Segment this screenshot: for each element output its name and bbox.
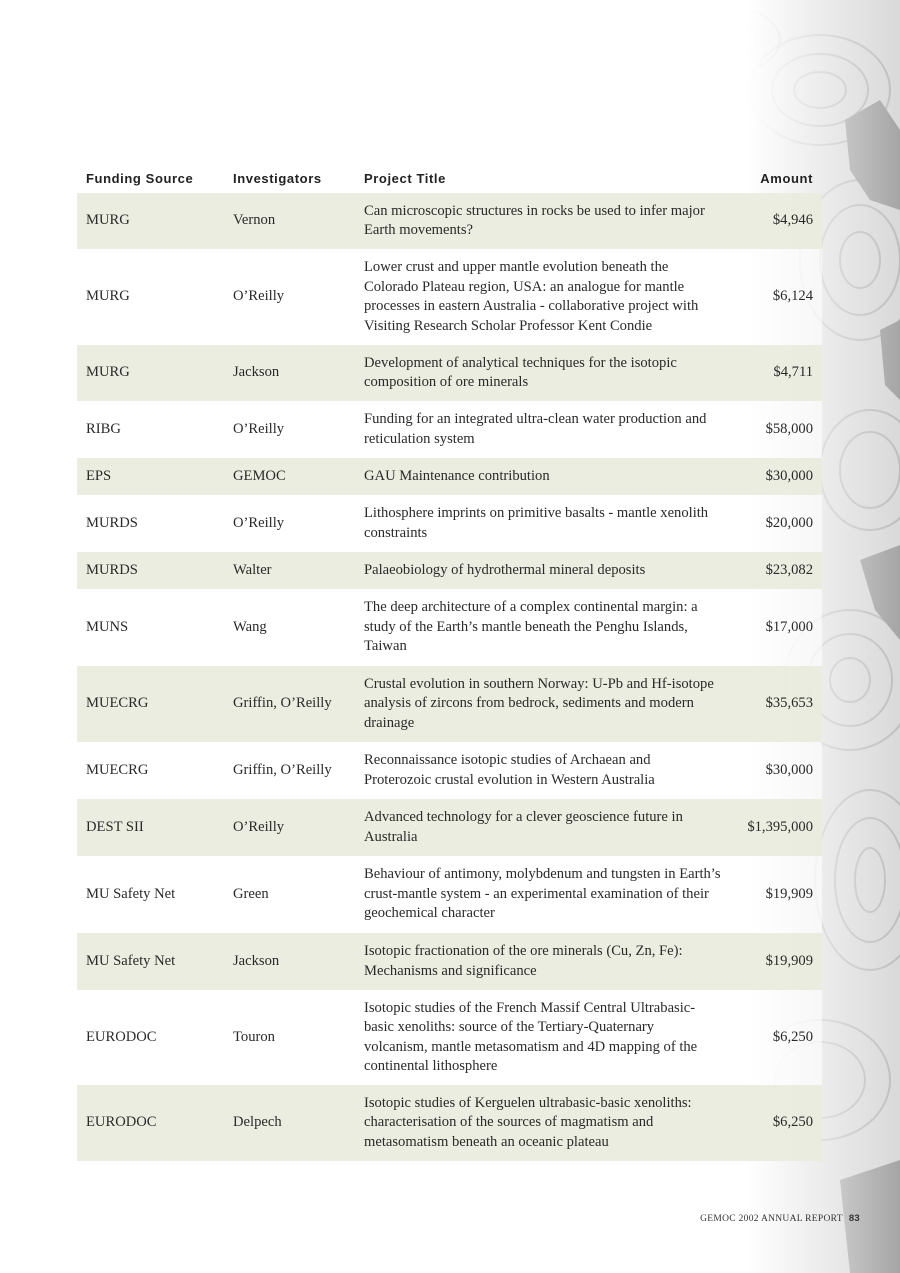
- funding-source-cell: MURDS: [77, 495, 224, 552]
- project-title-cell: Lower crust and upper mantle evolution beneath the Colorado Plateau region, USA: an analogue for mantle processes in eastern Australia - collaborative project with Visiting Research Scholar Professor Kent Condie: [355, 249, 730, 345]
- investigators-cell: O’Reilly: [224, 799, 355, 856]
- investigators-cell: GEMOC: [224, 458, 355, 495]
- amount-cell: $19,909: [730, 933, 822, 990]
- table-row: [77, 552, 822, 589]
- funding-source-cell: MURG: [77, 345, 224, 401]
- investigators-cell: Jackson: [224, 933, 355, 990]
- investigators-cell: Delpech: [224, 1085, 355, 1161]
- page-footer: [700, 1213, 860, 1224]
- table-row: [77, 589, 822, 666]
- table-row: [77, 495, 822, 552]
- table-row: [77, 401, 822, 458]
- amount-cell: $6,250: [730, 1085, 822, 1161]
- funding-source-cell: EPS: [77, 458, 224, 495]
- amount-cell: $23,082: [730, 552, 822, 589]
- funding-source-cell: EURODOC: [77, 1085, 224, 1161]
- project-title-cell: Lithosphere imprints on primitive basalts - mantle xenolith constraints: [355, 495, 730, 552]
- table-row: [77, 666, 822, 742]
- table-row: [77, 990, 822, 1085]
- funding-source-cell: MUECRG: [77, 742, 224, 799]
- table-row: [77, 345, 822, 401]
- amount-cell: $58,000: [730, 401, 822, 458]
- amount-cell: $19,909: [730, 856, 822, 933]
- investigators-cell: O’Reilly: [224, 495, 355, 552]
- amount-cell: $30,000: [730, 742, 822, 799]
- table-header-row: [77, 164, 822, 193]
- funding-source-cell: MURG: [77, 193, 224, 249]
- header-investigators: Investigators: [233, 170, 322, 186]
- header-funding-source: Funding Source: [86, 170, 194, 186]
- funding-source-cell: MURDS: [77, 552, 224, 589]
- table-row: [77, 1085, 822, 1161]
- header-amount: Amount: [760, 170, 813, 186]
- investigators-cell: O’Reilly: [224, 249, 355, 345]
- header-project-title: Project Title: [364, 170, 446, 186]
- project-title-cell: Palaeobiology of hydrothermal mineral deposits: [355, 552, 730, 589]
- project-title-cell: Isotopic studies of the French Massif Central Ultrabasic-basic xenoliths: source of the Tertiary-Quaternary volcanism, mantle metasomatism and 4D mapping of the continental lithosphere: [355, 990, 730, 1085]
- funding-source-cell: MU Safety Net: [77, 933, 224, 990]
- project-title-cell: Advanced technology for a clever geoscience future in Australia: [355, 799, 730, 856]
- table-row: [77, 193, 822, 249]
- funding-source-cell: MURG: [77, 249, 224, 345]
- project-title-cell: Isotopic studies of Kerguelen ultrabasic-basic xenoliths: characterisation of the sources of magmatism and metasomatism beneath an oceanic plateau: [355, 1085, 730, 1161]
- investigators-cell: Touron: [224, 990, 355, 1085]
- funding-source-cell: MUECRG: [77, 666, 224, 742]
- funding-source-cell: MU Safety Net: [77, 856, 224, 933]
- amount-cell: $20,000: [730, 495, 822, 552]
- funding-source-cell: MUNS: [77, 589, 224, 666]
- table-row: [77, 933, 822, 990]
- amount-cell: $30,000: [730, 458, 822, 495]
- funding-source-cell: EURODOC: [77, 990, 224, 1085]
- investigators-cell: Griffin, O’Reilly: [224, 666, 355, 742]
- investigators-cell: Walter: [224, 552, 355, 589]
- page-number: 83: [848, 1213, 860, 1224]
- investigators-cell: Griffin, O’Reilly: [224, 742, 355, 799]
- amount-cell: $4,711: [730, 345, 822, 401]
- project-title-cell: Development of analytical techniques for the isotopic composition of ore minerals: [355, 345, 730, 401]
- project-title-cell: Reconnaissance isotopic studies of Archaean and Proterozoic crustal evolution in Western Australia: [355, 742, 730, 799]
- table-row: [77, 856, 822, 933]
- project-title-cell: Isotopic fractionation of the ore minerals (Cu, Zn, Fe): Mechanisms and significance: [355, 933, 730, 990]
- investigators-cell: Vernon: [224, 193, 355, 249]
- amount-cell: $17,000: [730, 589, 822, 666]
- table-row: [77, 458, 822, 495]
- project-title-cell: Funding for an integrated ultra-clean water production and reticulation system: [355, 401, 730, 458]
- investigators-cell: Wang: [224, 589, 355, 666]
- table-row: [77, 742, 822, 799]
- funding-source-cell: RIBG: [77, 401, 224, 458]
- project-title-cell: GAU Maintenance contribution: [355, 458, 730, 495]
- amount-cell: $4,946: [730, 193, 822, 249]
- investigators-cell: Jackson: [224, 345, 355, 401]
- amount-cell: $35,653: [730, 666, 822, 742]
- table-row: [77, 799, 822, 856]
- table-row: [77, 249, 822, 345]
- project-title-cell: Crustal evolution in southern Norway: U-Pb and Hf-isotope analysis of zircons from bedrock, sediments and modern drainage: [355, 666, 730, 742]
- amount-cell: $6,124: [730, 249, 822, 345]
- project-title-cell: Behaviour of antimony, molybdenum and tungsten in Earth’s crust-mantle system - an experimental examination of their geochemical character: [355, 856, 730, 933]
- report-name: GEMOC 2002 ANNUAL REPORT: [700, 1214, 843, 1224]
- amount-cell: $6,250: [730, 990, 822, 1085]
- project-title-cell: Can microscopic structures in rocks be used to infer major Earth movements?: [355, 193, 730, 249]
- funding-table: [77, 164, 822, 1161]
- investigators-cell: O’Reilly: [224, 401, 355, 458]
- investigators-cell: Green: [224, 856, 355, 933]
- project-title-cell: The deep architecture of a complex continental margin: a study of the Earth’s mantle beneath the Penghu Islands, Taiwan: [355, 589, 730, 666]
- funding-source-cell: DEST SII: [77, 799, 224, 856]
- amount-cell: $1,395,000: [730, 799, 822, 856]
